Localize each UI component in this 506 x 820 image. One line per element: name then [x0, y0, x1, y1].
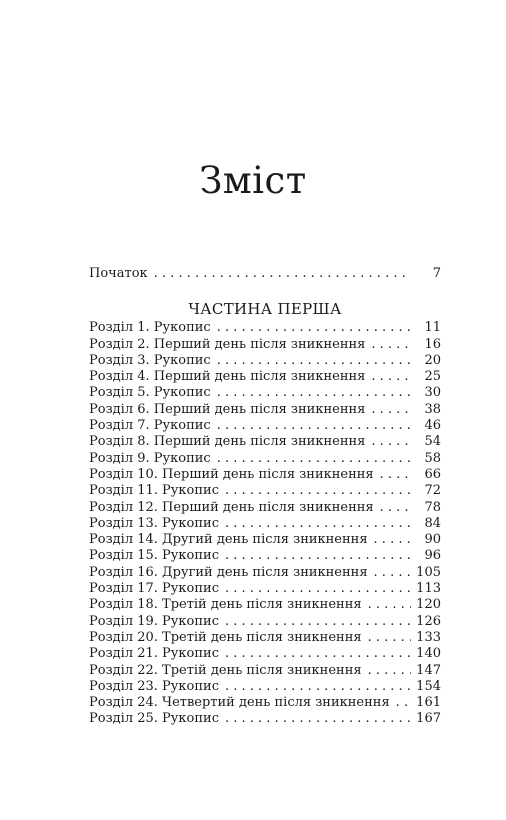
toc-leader-dots [225, 646, 411, 662]
toc-entry [89, 402, 441, 418]
toc-entry [89, 679, 441, 695]
toc-entry [89, 597, 441, 613]
toc-entry-label: Розділ 23. Рукопис [89, 678, 219, 694]
toc-entry [89, 337, 441, 353]
toc-entry-page: 126 [416, 613, 441, 629]
toc-leader-dots [371, 434, 411, 450]
toc-entry [89, 565, 441, 581]
toc-leader-dots [374, 532, 411, 548]
toc-entry-page: 147 [416, 662, 441, 678]
toc-entry-label: Розділ 18. Третій день після зникнення [89, 597, 362, 613]
toc-entry [89, 434, 441, 450]
toc-entry-label: Розділ 21. Рукопис [89, 646, 219, 662]
toc-entry [89, 320, 441, 336]
toc-leader-dots [368, 663, 411, 679]
toc-entry [89, 630, 441, 646]
toc-entry-label: Розділ 2. Перший день після зникнення [89, 336, 366, 352]
toc-entry [89, 614, 441, 630]
toc-entry-page: 46 [424, 418, 441, 434]
toc-entry-label: Розділ 19. Рукопис [89, 613, 219, 629]
toc-entry [89, 500, 441, 516]
toc-entry-label: Розділ 9. Рукопис [89, 450, 211, 466]
chapter-list [89, 320, 441, 727]
toc-leader-dots [225, 614, 411, 630]
toc-entry-page: 105 [416, 564, 441, 580]
toc-entry [89, 516, 441, 532]
toc-entry-label: Розділ 14. Другий день після зникнення [89, 532, 368, 548]
toc-entry-page: 11 [424, 320, 441, 336]
page-title: Зміст [199, 159, 307, 202]
toc-entry [89, 695, 441, 711]
toc-leader-dots [225, 516, 411, 532]
toc-leader-dots [217, 418, 411, 434]
toc-entry-page: 20 [424, 352, 441, 368]
toc-entry-page: 54 [424, 434, 441, 450]
toc-entry [89, 369, 441, 385]
toc-entry-page: 133 [416, 629, 441, 645]
toc-entry-page: 96 [424, 548, 441, 564]
toc-entry [89, 581, 441, 597]
toc-entry [89, 483, 441, 499]
toc-entry-label: Початок [89, 266, 148, 281]
toc-leader-dots [154, 266, 411, 282]
toc-leader-dots [225, 679, 411, 695]
toc-entry [89, 711, 441, 727]
toc-entry-page: 58 [424, 450, 441, 466]
toc-entry-label: Розділ 20. Третій день після зникнення [89, 629, 362, 645]
toc-entry-page: 25 [424, 369, 441, 385]
toc-leader-dots [368, 630, 411, 646]
toc-leader-dots [225, 483, 411, 499]
toc-entry-page: 90 [424, 532, 441, 548]
toc-leader-dots [217, 320, 411, 336]
toc-entry-page: 113 [416, 581, 441, 597]
toc-leader-dots [217, 451, 411, 467]
toc-entry-page: 167 [416, 711, 441, 727]
toc-entry [89, 646, 441, 662]
table-of-contents [89, 266, 441, 728]
toc-entry-page: 16 [424, 336, 441, 352]
toc-entry-label: Розділ 25. Рукопис [89, 711, 219, 727]
toc-entry [89, 451, 441, 467]
toc-entry-label: Розділ 11. Рукопис [89, 483, 219, 499]
toc-entry-page: 7 [432, 266, 441, 281]
toc-entry-label: Розділ 12. Перший день після зникнення [89, 499, 374, 515]
toc-leader-dots [217, 353, 411, 369]
toc-leader-dots [217, 385, 411, 401]
part-heading: ЧАСТИНА ПЕРША [188, 300, 342, 319]
toc-entry-label: Розділ 8. Перший день після зникнення [89, 434, 366, 450]
toc-entry [89, 353, 441, 369]
toc-entry-label: Розділ 3. Рукопис [89, 352, 211, 368]
toc-leader-dots [225, 548, 411, 564]
toc-entry-label: Розділ 7. Рукопис [89, 418, 211, 434]
toc-entry-page: 84 [424, 515, 441, 531]
toc-entry [89, 418, 441, 434]
toc-leader-dots [380, 500, 411, 516]
toc-entry-page: 120 [416, 597, 441, 613]
toc-entry-page: 154 [416, 678, 441, 694]
toc-entry-label: Розділ 6. Перший день після зникнення [89, 401, 366, 417]
toc-entry-label: Розділ 1. Рукопис [89, 320, 211, 336]
toc-entry-page: 30 [424, 385, 441, 401]
toc-leader-dots [371, 402, 411, 418]
toc-entry-page: 72 [424, 483, 441, 499]
toc-leader-dots [368, 597, 411, 613]
toc-entry-label: Розділ 10. Перший день після зникнення [89, 466, 374, 482]
toc-entry-page: 66 [424, 466, 441, 482]
toc-leader-dots [371, 369, 411, 385]
toc-entry-label: Розділ 4. Перший день після зникнення [89, 369, 366, 385]
toc-entry-intro [89, 266, 441, 282]
toc-leader-dots [374, 565, 411, 581]
toc-leader-dots [225, 711, 411, 727]
toc-entry-label: Розділ 22. Третій день після зникнення [89, 662, 362, 678]
toc-entry [89, 548, 441, 564]
toc-entry [89, 532, 441, 548]
toc-entry-page: 78 [424, 499, 441, 515]
toc-entry-label: Розділ 13. Рукопис [89, 515, 219, 531]
toc-leader-dots [380, 467, 411, 483]
toc-entry-label: Розділ 15. Рукопис [89, 548, 219, 564]
toc-entry-label: Розділ 24. Четвертий день після зникнення [89, 695, 390, 711]
toc-entry-page: 140 [416, 646, 441, 662]
toc-entry [89, 385, 441, 401]
toc-entry-label: Розділ 17. Рукопис [89, 581, 219, 597]
toc-leader-dots [371, 337, 411, 353]
toc-entry-page: 38 [424, 401, 441, 417]
toc-leader-dots [396, 695, 411, 711]
toc-entry [89, 663, 441, 679]
toc-entry-page: 161 [416, 695, 441, 711]
toc-entry-label: Розділ 16. Другий день після зникнення [89, 564, 368, 580]
toc-entry-label: Розділ 5. Рукопис [89, 385, 211, 401]
toc-leader-dots [225, 581, 411, 597]
toc-entry [89, 467, 441, 483]
